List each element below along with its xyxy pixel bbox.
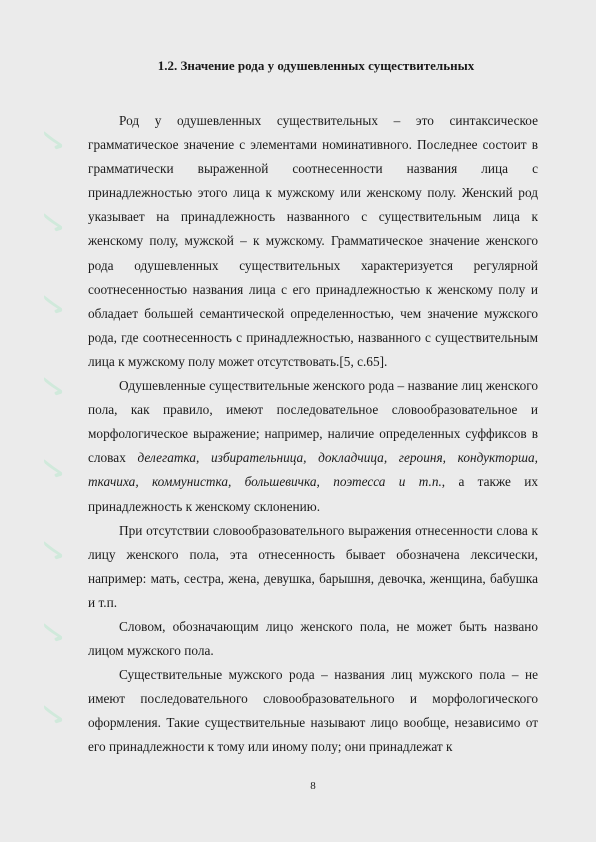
watermark-check-icon: ✓ (34, 125, 75, 155)
body-text (88, 109, 538, 760)
text-segment: Род у одушевленных существительных – это синтаксическое грамматическое значение с элементами номинативного. Последнее состоит в грамматически выраженной соотнесенности названия лица с принадлежностью этого лица к мужскому или женскому полу. Женский род указывает на принадлежность названного с существительным лица к женскому полу, мужской – к мужскому. Грамматическое значение женского рода одушевленных существительных характеризуется регулярной соотнесенностью названия лица с его принадлежностью к женскому полу и обладает большей семантической определенностью, чем значение мужского рода, где соотнесенность с принадлежностью, названного с существительным лица к мужскому полу может отсутствовать.[5, с.65]. (88, 113, 538, 369)
watermark-check-icon: ✓ (34, 289, 75, 319)
paragraph (88, 615, 538, 663)
watermark-check-icon: ✓ (34, 453, 75, 483)
paragraph (88, 109, 538, 374)
watermark-check-icon: ✓ (34, 617, 75, 647)
watermark-check-icon: ✓ (34, 535, 75, 565)
text-segment: , а также их принадлежность к женскому склонению. (88, 474, 538, 514)
text-segment: Словом, обозначающим лицо женского пола, не может быть названо лицом мужского пола. (88, 618, 538, 659)
text-segment: Одушевленные существительные женского рода – название лиц женского пола, как правило, имеют последовательное словообразовательное и морфологическое выражение; например, наличие определенных суффиксов в словах (88, 378, 538, 466)
section-heading: 1.2. Значение рода у одушевленных существительных (157, 58, 475, 73)
watermark-check-icon: ✓ (34, 207, 75, 237)
watermark-check-icon: ✓ (34, 699, 75, 729)
watermark-check-icon: ✓ (34, 371, 75, 401)
text-segment: При отсутствии словообразовательного выражения отнесенности слова к лицу женского пола, эта отнесенность бывает обозначена лексически, например: мать, сестра, жена, девушка, барышня, девочка, женщина, бабушка и т.п. (88, 522, 538, 610)
page-number: 8 (310, 780, 316, 792)
text-segment: Существительные мужского рода – названия лиц мужского пола – не имеют последовательного словообразовательного и морфологического оформления. Такие существительные называют лицо вообще, независимо от его принадлежности к тому или иному полу; они принадлежат к (88, 667, 538, 755)
italic-segment: делегатка, избирательница, докладчица, героиня, кондукторша, ткачиха, коммунистка, большевичка, поэтесса и т.п. (88, 450, 538, 490)
paragraph (88, 519, 538, 615)
paragraph (88, 663, 538, 759)
paragraph (88, 374, 538, 519)
